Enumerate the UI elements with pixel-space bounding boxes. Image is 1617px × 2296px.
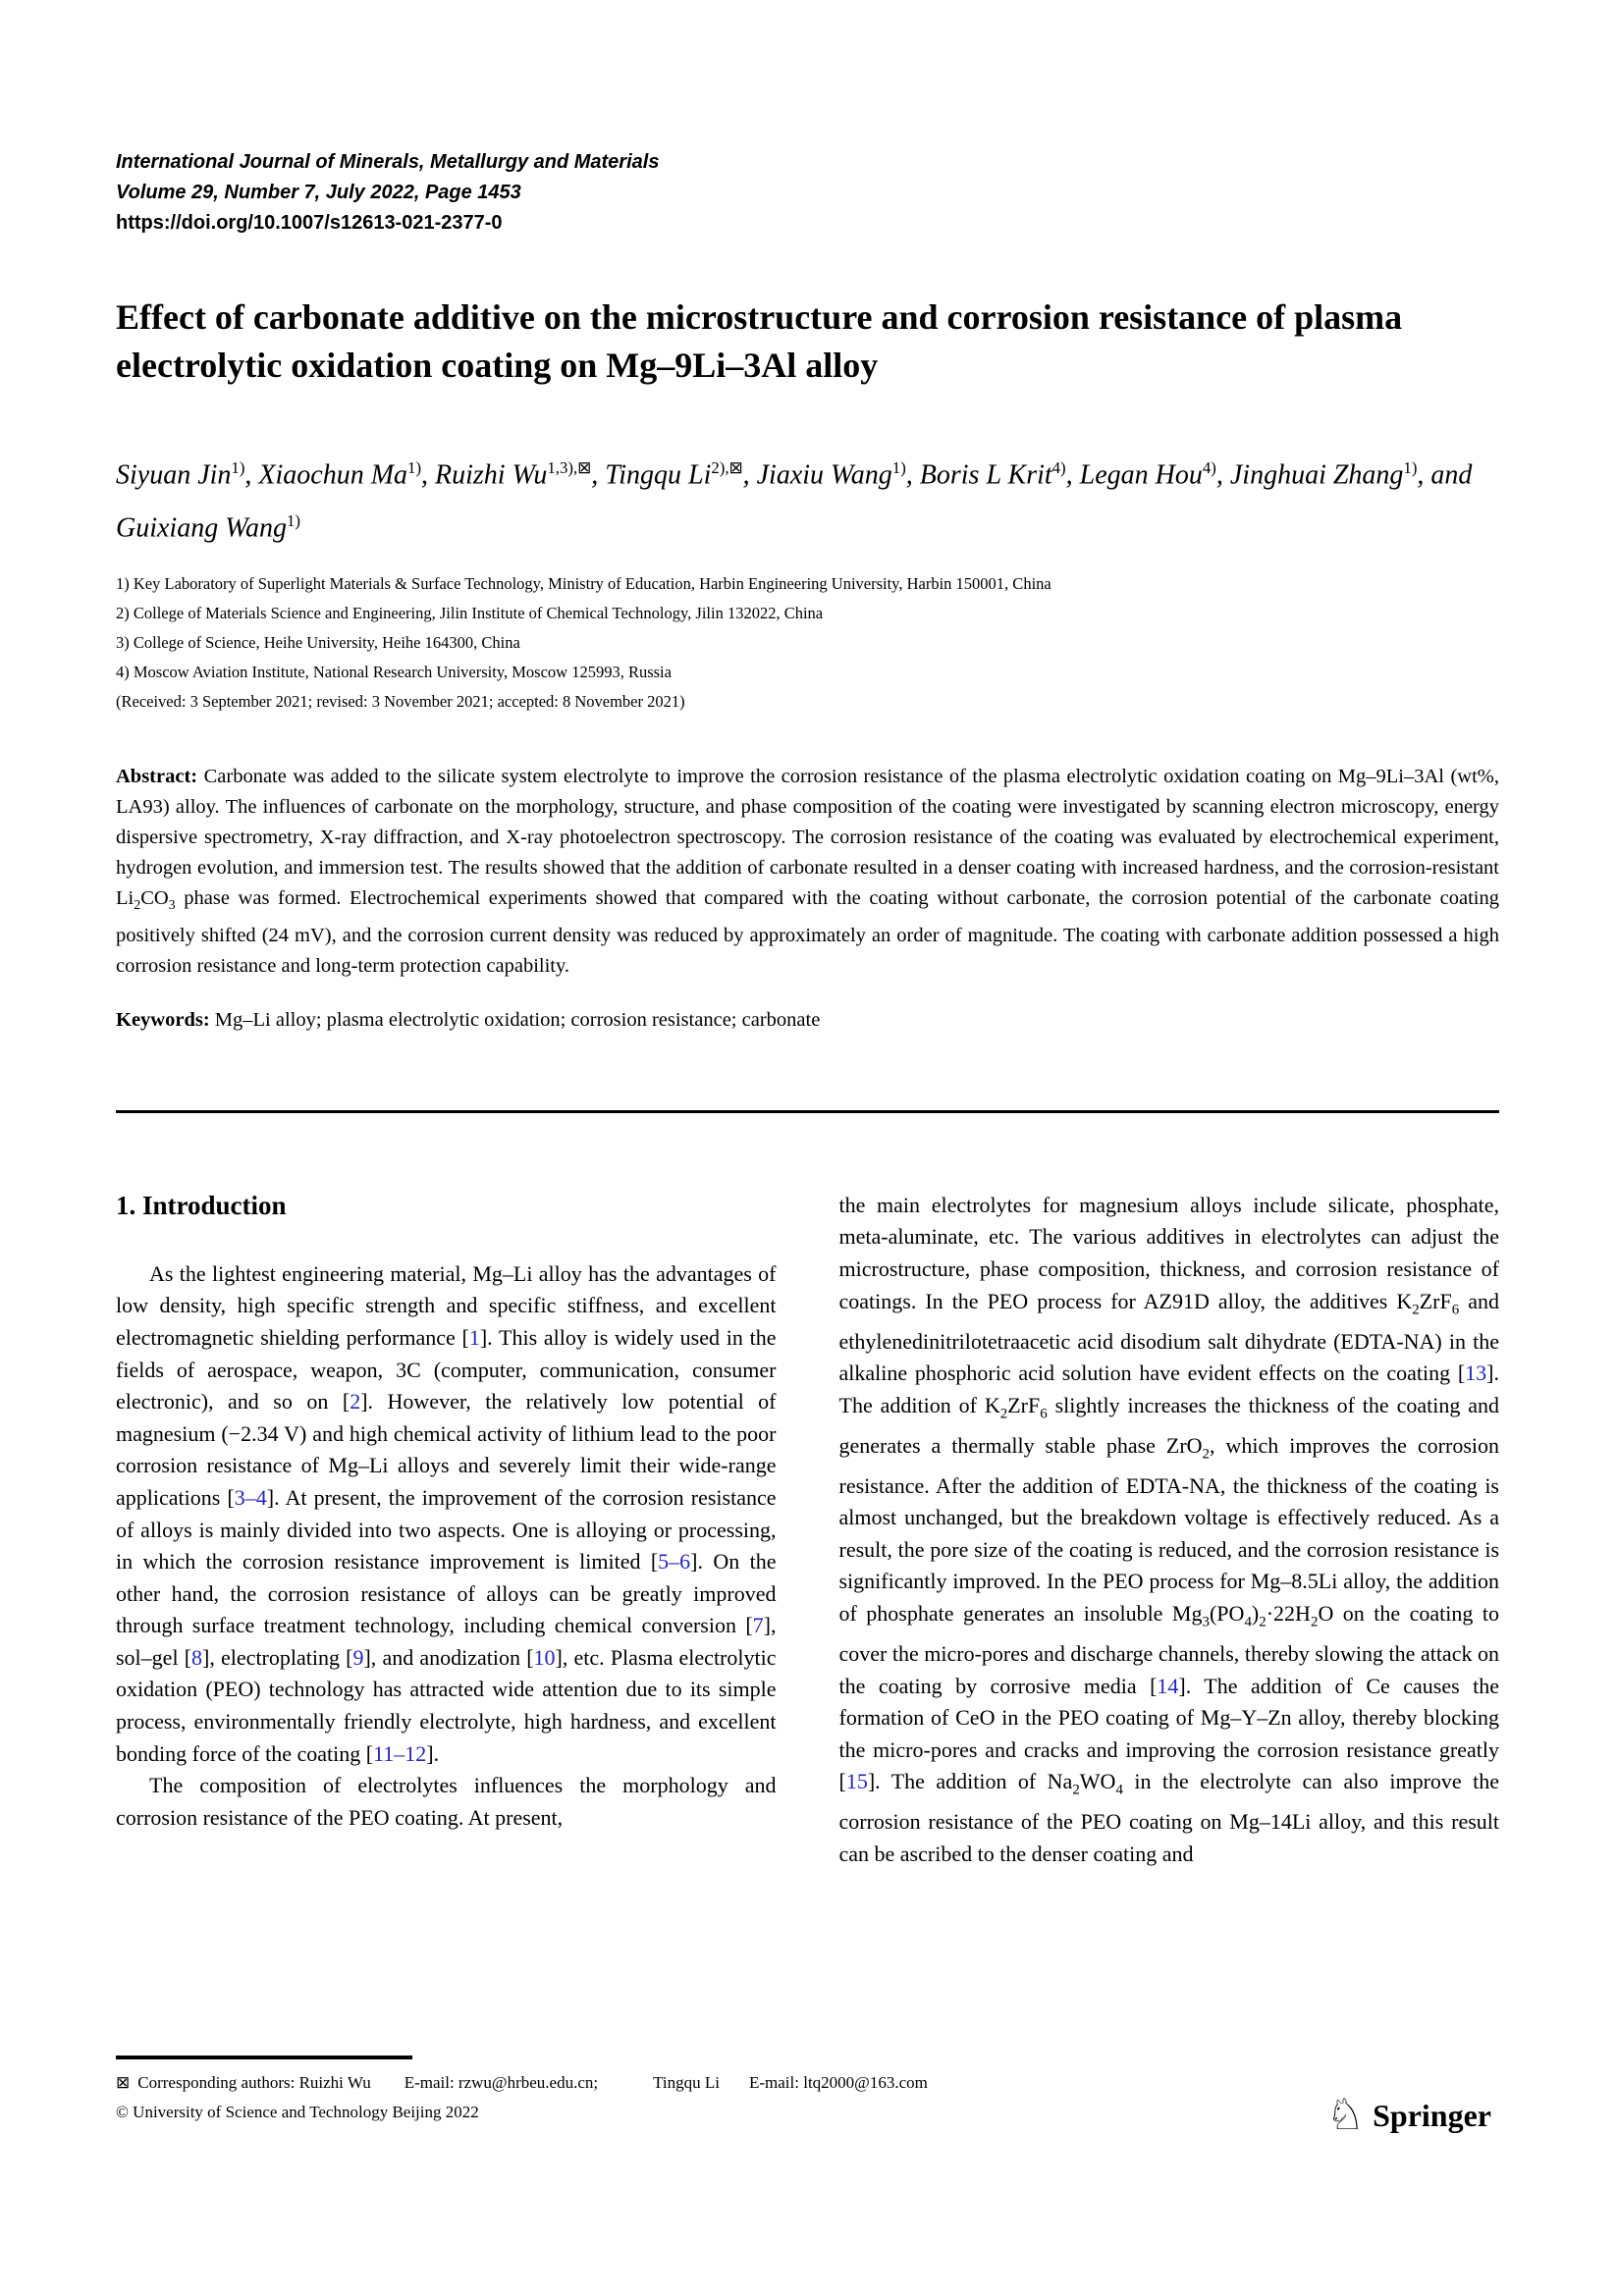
corresponding-author-2: Tingqu Li — [653, 2073, 720, 2092]
intro-paragraph-3: the main electrolytes for magnesium alloys include silicate, phosphate, meta-aluminate, etc. The various additives in electrolytes can adjust the microstructure, phase composition, thickness, and corrosion resistance of coatings. In the PEO process for AZ91D alloy, the additives $K_2ZrF_6$ and ethylenedinitrilotetraacetic acid disodium salt dihydrate (EDTA-NA) in the alkaline phosphoric acid solution have evident effects on the coating [13]. The addition of $K_2ZrF_6$ slightly increases the thickness of the coating and generates a thermally stable phase ZrO$_2$, which improves the corrosion resistance. After the addition of EDTA-NA, the thickness of the coating is almost unchanged, but the breakdown voltage is effectively reduced. As a result, the pore size of the coating is reduced, and the corrosion resistance is significantly improved. In the PEO process for Mg–8.5Li alloy, the addition of phosphate generates an insoluble $Mg_3(PO_4)_2\cdot 22H_2O$ on the coating to cover the micro-pores and discharge channels, thereby slowing the attack on the coating by corrosive media [14]. The addition of Ce causes the formation of CeO in the PEO coating of Mg–Y–Zn alloy, thereby blocking the micro-pores and cracks and improving the corrosion resistance greatly [15]. The addition of $Na_2WO_4$ in the electrolyte can also improve the corrosion resistance of the PEO coating on Mg–14Li alloy, and this result can be ascribed to the denser coating and — [838, 1192, 1500, 1866]
journal-header — [116, 147, 1499, 239]
copyright-line: © University of Science and Technology Beijing 2022 — [116, 2103, 479, 2121]
abstract-label: Abstract: — [116, 765, 198, 787]
intro-paragraph-1: As the lightest engineering material, Mg–Li alloy has the advantages of low density, high specific strength and specific stiffness, and excellent electromagnetic shielding performance [1]. This alloy is widely used in the fields of aerospace, weapon, 3C (computer, communication, consumer electronic), and so on [2]. However, the relatively low potential of magnesium (−2.34 V) and high chemical activity of lithium lead to the poor corrosion resistance of Mg–Li alloys and severely limit their wide-range applications [3–4]. At present, the improvement of the corrosion resistance of alloys is mainly divided into two aspects. One is alloying or processing, in which the corrosion resistance improvement is limited [5–6]. On the other hand, the corrosion resistance of alloys can be greatly improved through surface treatment technology, including chemical conversion [7], sol–gel [8], electroplating [9], and anodization [10], etc. Plasma electrolytic oxidation (PEO) technology has attracted wide attention due to its simple process, environmentally friendly electrolyte, high hardness, and excellent bonding force of the coating [11–12]. — [116, 1260, 777, 1766]
journal-issue: Volume 29, Number 7, July 2022, Page 1453 — [116, 182, 521, 203]
springer-wordmark: Springer — [1373, 2097, 1491, 2133]
keywords-text: Mg–Li alloy; plasma electrolytic oxidation; corrosion resistance; carbonate — [214, 1008, 821, 1031]
affiliations-block — [116, 569, 1499, 717]
body-columns — [116, 1190, 1499, 1871]
authors-line: Siyuan Jin$^{1)}$, Xiaochun Ma$^{1)}$, Ruizhi $Wu^{1,3),⊠}$, Tingqu $Li^{2),⊠}$, Jiaxiu Wang$^{1)}$, Boris L Krit$^{4)}$, Legan Hou$^{4)}$, Jinghuai Zhang$^{1)}$, and Guixiang Wang$^{1)}$ — [116, 458, 1473, 544]
section-divider — [116, 1110, 1499, 1113]
affiliation-item: 3) College of Science, Heihe University, Heihe 164300, China — [116, 632, 520, 652]
springer-knight-icon: ♘ — [1325, 2090, 1366, 2140]
paper-title: Effect of carbonate additive on the microstructure and corrosion resistance of plasma electrolytic oxidation coating on Mg–9Li–3Al alloy — [116, 297, 1403, 385]
abstract-text: Carbonate was added to the silicate system electrolyte to improve the corrosion resistance of the plasma electrolytic oxidation coating on Mg–9Li–3Al (wt%, LA93) alloy. The influences of carbonate on the morphology, structure, and phase composition of the coating were investigated by scanning electron microscopy, energy dispersive spectrometry, X-ray diffraction, and X-ray photoelectron spectroscopy. The corrosion resistance of the coating was evaluated by electrochemical experiment, hydrogen evolution, and immersion test. The results showed that the addition of carbonate resulted in a denser coating with increased hardness, and the corrosion-resistant $Li_2CO_3$ phase was formed. Electrochemical experiments showed that compared with the coating without carbonate, the corrosion potential of the carbonate coating positively shifted (24 mV), and the corrosion current density was reduced by approximately an order of magnitude. The coating with carbonate addition possessed a high corrosion resistance and long-term protection capability. — [116, 765, 1500, 977]
journal-name: International Journal of Minerals, Metallurgy and Materials — [116, 151, 660, 173]
keywords-paragraph — [116, 1005, 1499, 1036]
affiliation-item: 2) College of Materials Science and Engineering, Jilin Institute of Chemical Technology, Jilin 132022, China — [116, 603, 824, 622]
affiliation-item: 1) Key Laboratory of Superlight Materials & Surface Technology, Ministry of Education, Harbin Engineering University, Harbin 150001, China — [116, 573, 1051, 593]
corresponding-email-2: E-mail: ltq2000@163.com — [748, 2073, 928, 2092]
intro-paragraph-2: The composition of electrolytes influences the morphology and corrosion resistance of the PEO coating. At present, — [116, 1773, 777, 1830]
abstract-paragraph — [116, 762, 1499, 982]
left-column — [116, 1190, 777, 1871]
corresponding-authors-line — [116, 2068, 999, 2098]
right-column — [839, 1190, 1500, 1871]
received-line: (Received: 3 September 2021; revised: 3 November 2021; accepted: 8 November 2021) — [116, 691, 685, 711]
affiliation-item: 4) Moscow Aviation Institute, National Research University, Moscow 125993, Russia — [116, 662, 672, 681]
corresponding-email-1: E-mail: rzwu@hrbeu.edu.cn; — [404, 2073, 599, 2092]
footnote-rule — [116, 2056, 412, 2059]
springer-logo — [1325, 2090, 1491, 2140]
keywords-label: Keywords: — [116, 1008, 210, 1031]
corresponding-authors: Corresponding authors: Ruizhi Wu — [137, 2073, 371, 2092]
envelope-icon: ⊠ — [116, 2073, 131, 2092]
journal-doi: https://doi.org/10.1007/s12613-021-2377-0 — [116, 212, 503, 234]
intro-heading: 1. Introduction — [116, 1190, 287, 1220]
footnote-block — [116, 2056, 999, 2127]
